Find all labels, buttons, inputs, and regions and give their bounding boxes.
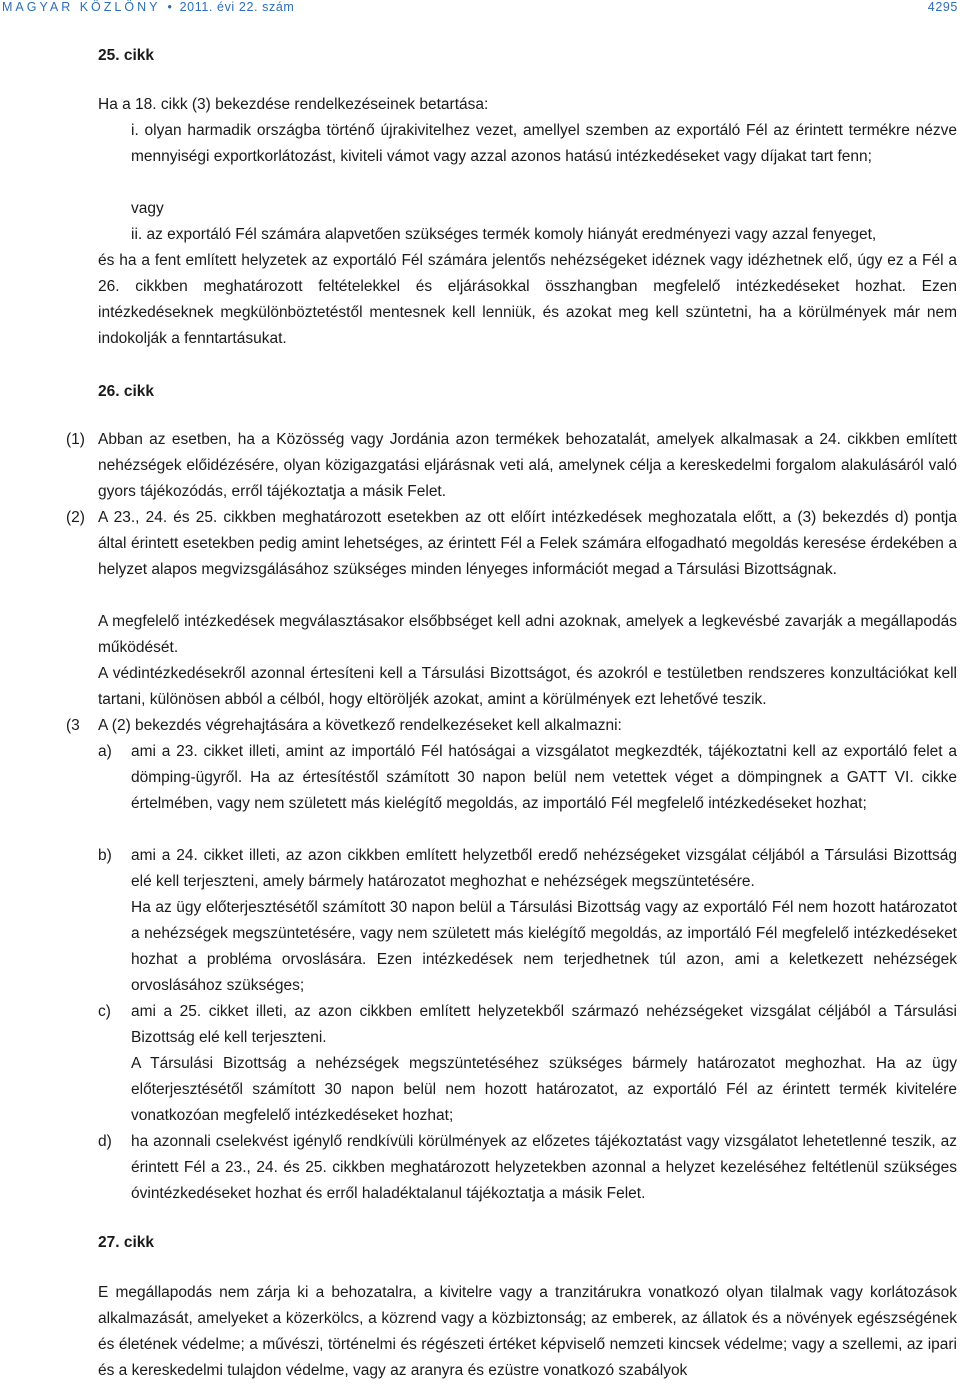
article-25-paragraph: és ha a fent említett helyzetek az exportáló Fél számára jelentős nehézségeket idéznek vagy idézhetnek elő, úgy ez a Fél a 26. cikkben meghatározott feltételekkel és eljárásokkal összhangban megfelelő intézkedéseket hozhat. Ezen intézkedéseknek megkülönböztetéstől mentesnek kell lenniük, és azokat meg kell szüntetni, ha a körülmények már nem indokolják a fenntartásukat. bbox=[98, 252, 957, 347]
article-25-intro: Ha a 18. cikk (3) bekezdése rendelkezéseinek betartása: bbox=[98, 96, 489, 113]
article-25-item-i: i. olyan harmadik országba történő újrakivitelhez vezet, amellyel szemben az exportáló Fél az érintett termékre nézve mennyiségi exportkorlátozást, kiviteli vámot vagy azzal azonos hatású intézkedéseket vagy díjakat tart fenn; bbox=[131, 122, 957, 165]
paragraph-2-number: (2) bbox=[66, 509, 85, 526]
article-27-paragraph-1: E megállapodás nem zárja ki a behozatalra, a kivitelre vagy a tranzitárukra vonatkozó olyan tilalmak vagy korlátozások alkalmazását, amelyeket a közerkölcs, a közrend vagy a közbiztonság; az emberek, az állatok és a növények egészségének és életének védelme; a művészi, történelmi és régészeti értéket képviselő nemzeti kincsek védelme; vagy a szellemi, az ipari és a kereskedelmi tulajdon védelme, vagy az aranyra és ezüstre vonatkozó szabályok bbox=[98, 1284, 957, 1379]
point-b-text: ami a 24. cikket illeti, az azon cikkben említett helyzetből eredő nehézségeket vizsgálat céljából a Társulási Bizottság elé kell terjeszteni, amely bármely határozatot meghozhat e nehézségek megszüntetésére. bbox=[131, 847, 957, 890]
article-26-paragraph-2: A 23., 24. és 25. cikkben meghatározott esetekben az ott előírt intézkedések meghozatala előtt, a (3) bekezdés d) pontja által érintett esetekben pedig amint lehetséges, az érintett Fél a Felek számára elfogadható megoldás keresése érdekében a helyzet alapos megvizsgálásához szükséges minden lényeges információt megad a Társulási Bizottságnak. bbox=[98, 509, 957, 578]
point-b-label: b) bbox=[98, 847, 112, 864]
issue-date: 2011. évi 22. szám bbox=[179, 0, 295, 14]
point-c-label: c) bbox=[98, 1003, 111, 1020]
article-25-item-ii: ii. az exportáló Fél számára alapvetően szükséges termék komoly hiányát eredményezi vagy azzal fenyeget, bbox=[131, 226, 877, 243]
article-26-paragraph-2b: A megfelelő intézkedések megválasztásakor elsőbbséget kell adni azoknak, amelyek a legkevésbé zavarják a megállapodás működését. bbox=[98, 613, 957, 656]
point-d-text: ha azonnali cselekvést igénylő rendkívüli körülmények az előzetes tájékoztatást vagy vizsgálatot lehetetlenné teszik, az érintett Fél a 23., 24. és 25. cikkben meghatározott helyzetekben azonnal a helyzet kezeléséhez feltétlenül szükséges óvintézkedéseket hozhat és erről haladéktalanul tájékoztatja a másik Felet. bbox=[131, 1133, 957, 1202]
article-26-paragraph-1: Abban az esetben, ha a Közösség vagy Jordánia azon termékek behozatalát, amelyek alkalmasak a 24. cikkben említett nehézségek előidézésére, olyan közigazgatási eljárásnak veti alá, amelynek célja a kereskedelmi forgalom alakulásáról való gyors tájékozódás, erről tájékoztatja a másik Felet. bbox=[98, 431, 957, 500]
article-26-paragraph-2c: A védintézkedésekről azonnal értesíteni kell a Társulási Bizottságot, és azokról e testületben rendszeres konzultációkat kell tartani, különösen abból a célból, hogy eltöröljék azokat, amint a körülmények ezt lehetővé teszik. bbox=[98, 665, 957, 708]
article-26-paragraph-3: A (2) bekezdés végrehajtására a következő rendelkezéseket kell alkalmazni: bbox=[98, 717, 622, 734]
paragraph-1-number: (1) bbox=[66, 431, 85, 448]
article-27-title: 27. cikk bbox=[98, 1234, 155, 1251]
journal-name: MAGYAR KÖZLÖNY bbox=[2, 0, 161, 14]
paragraph-3-number: (3 bbox=[66, 717, 80, 734]
header-bullet: • bbox=[167, 0, 173, 14]
point-b-text-2: Ha az ügy előterjesztésétől számított 30 napon belül a Társulási Bizottság vagy az exportáló Fél nem hozott határozatot a nehézségek megszüntetésére, vagy nem született más kielégítő megoldás, az importáló Fél megfelelő intézkedéseket hozhat a probléma orvoslására. Ezen intézkedések nem terjedhetnek túl azon, ami a keletkezett nehézségek orvoslásához szükséges; bbox=[131, 899, 957, 994]
point-c-text: ami a 25. cikket illeti, az azon cikkben említett helyzetekből származó nehézségeket vizsgálat céljából a Társulási Bizottság elé kell terjeszteni. bbox=[131, 1003, 957, 1046]
header-left bbox=[2, 0, 294, 14]
article-25-vagy: vagy bbox=[131, 200, 164, 217]
article-25-title: 25. cikk bbox=[98, 47, 155, 64]
point-a-text: ami a 23. cikket illeti, amint az importáló Fél hatóságai a vizsgálatot megkezdték, tájékoztatni kell az exportáló felet a dömping-ügyről. Ha az értesítéstől számított 30 napon belül nem vetettek véget a dömpingnek a GATT VI. cikke értelmében, vagy nem született más kielégítő megoldás, az importáló Fél megfelelő intézkedéseket hozhat; bbox=[131, 743, 957, 812]
point-a-label: a) bbox=[98, 743, 112, 760]
page-header bbox=[0, 0, 960, 16]
article-26-title: 26. cikk bbox=[98, 383, 155, 400]
point-c-text-2: A Társulási Bizottság a nehézségek megszüntetéséhez szükséges bármely határozatot meghozhat. Ha az ügy előterjesztésétől számított 30 napon belül nem hozott határozatot, az exportáló Fél az érintett termék kivitelére vonatkozóan megfelelő intézkedéseket hozhat; bbox=[131, 1055, 957, 1124]
point-d-label: d) bbox=[98, 1133, 112, 1150]
page-number: 4295 bbox=[927, 0, 958, 14]
